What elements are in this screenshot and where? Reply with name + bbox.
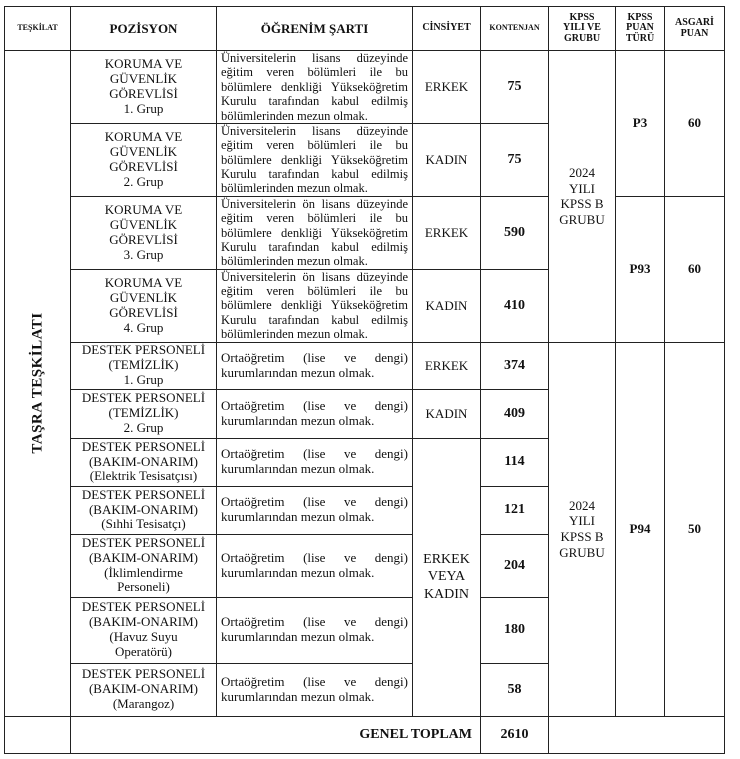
position-cell: DESTEK PERSONELİ (TEMİZLİK) 1. Grup xyxy=(71,342,217,389)
table-row xyxy=(5,196,725,269)
total-empty-cell xyxy=(5,716,71,753)
header-row xyxy=(5,7,725,51)
requirement-cell: Ortaöğretim (lise ve dengi) kurumlarından mezun olmak. xyxy=(217,389,413,438)
score-type-cell: P93 xyxy=(616,196,665,342)
header-kpss-year: KPSS YILI VE GRUBU xyxy=(549,7,616,51)
kpss-group-cell: 2024 YILI KPSS B GRUBU xyxy=(549,342,616,716)
quota-cell: 374 xyxy=(481,342,549,389)
position-cell: KORUMA VE GÜVENLİK GÖREVLİSİ 1. Grup xyxy=(71,51,217,124)
quota-cell: 409 xyxy=(481,389,549,438)
position-cell: KORUMA VE GÜVENLİK GÖREVLİSİ 3. Grup xyxy=(71,196,217,269)
position-cell: KORUMA VE GÜVENLİK GÖREVLİSİ 2. Grup xyxy=(71,123,217,196)
min-score-cell: 60 xyxy=(665,196,725,342)
min-score-cell: 50 xyxy=(665,342,725,716)
kpss-group-cell: 2024 YILI KPSS B GRUBU xyxy=(549,51,616,343)
position-cell: DESTEK PERSONELİ (BAKIM-ONARIM) (İklimlendirme Personeli) xyxy=(71,534,217,597)
quota-cell: 75 xyxy=(481,123,549,196)
gender-cell: ERKEK xyxy=(413,342,481,389)
quota-cell: 114 xyxy=(481,438,549,486)
quota-cell: 58 xyxy=(481,663,549,716)
requirement-cell: Üniversitelerin ön lisans düzeyinde eğitim veren bölümleri ile bu bölümlere denkliği Yükseköğretim Kurulu tarafından kabul edilmiş bölümlerinden mezun olmak. xyxy=(217,269,413,342)
requirement-cell: Ortaöğretim (lise ve dengi) kurumlarından mezun olmak. xyxy=(217,486,413,534)
table-row xyxy=(5,342,725,389)
header-position: POZİSYON xyxy=(71,7,217,51)
header-gender: CİNSİYET xyxy=(413,7,481,51)
header-kpss-type: KPSS PUAN TÜRÜ xyxy=(616,7,665,51)
position-cell: DESTEK PERSONELİ (BAKIM-ONARIM) (Elektrik Tesisatçısı) xyxy=(71,438,217,486)
min-score-cell: 60 xyxy=(665,51,725,197)
gender-cell: KADIN xyxy=(413,389,481,438)
table-row xyxy=(5,51,725,124)
score-type-cell: P3 xyxy=(616,51,665,197)
gender-cell: ERKEK xyxy=(413,196,481,269)
header-min-score: ASGARİ PUAN xyxy=(665,7,725,51)
requirement-cell: Ortaöğretim (lise ve dengi) kurumlarından mezun olmak. xyxy=(217,663,413,716)
gender-cell: KADIN xyxy=(413,269,481,342)
requirement-cell: Ortaöğretim (lise ve dengi) kurumlarından mezun olmak. xyxy=(217,438,413,486)
requirement-cell: Ortaöğretim (lise ve dengi) kurumlarından mezun olmak. xyxy=(217,342,413,389)
gender-cell: ERKEK xyxy=(413,51,481,124)
gender-cell-shared: ERKEK VEYA KADIN xyxy=(413,438,481,716)
position-cell: DESTEK PERSONELİ (BAKIM-ONARIM) (Sıhhi Tesisatçı) xyxy=(71,486,217,534)
header-org: TEŞKİLAT xyxy=(5,7,71,51)
quota-cell: 180 xyxy=(481,597,549,663)
total-empty-right xyxy=(549,716,725,753)
gender-cell: KADIN xyxy=(413,123,481,196)
quota-cell: 121 xyxy=(481,486,549,534)
position-cell: KORUMA VE GÜVENLİK GÖREVLİSİ 4. Grup xyxy=(71,269,217,342)
org-cell xyxy=(5,51,71,717)
requirement-cell: Üniversitelerin lisans düzeyinde eğitim veren bölümleri ile bu bölümlere denkliği Yükseköğretim Kurulu tarafından kabul edilmiş bölümlerinden mezun olmak. xyxy=(217,51,413,124)
requirement-cell: Ortaöğretim (lise ve dengi) kurumlarından mezun olmak. xyxy=(217,597,413,663)
quota-cell: 590 xyxy=(481,196,549,269)
header-education: ÖĞRENİM ŞARTI xyxy=(217,7,413,51)
requirement-cell: Üniversitelerin lisans düzeyinde eğitim veren bölümleri ile bu bölümlere denkliği Yükseköğretim Kurulu tarafından kabul edilmiş bölümlerinden mezun olmak. xyxy=(217,123,413,196)
quota-cell: 204 xyxy=(481,534,549,597)
quota-cell: 75 xyxy=(481,51,549,124)
header-quota: KONTENJAN xyxy=(481,7,549,51)
score-type-cell: P94 xyxy=(616,342,665,716)
position-quota-table xyxy=(4,6,725,754)
requirement-cell: Üniversitelerin ön lisans düzeyinde eğitim veren bölümleri ile bu bölümlere denkliği Yükseköğretim Kurulu tarafından kabul edilmiş bölümlerinden mezun olmak. xyxy=(217,196,413,269)
total-value: 2610 xyxy=(481,716,549,753)
position-cell: DESTEK PERSONELİ (BAKIM-ONARIM) (Havuz Suyu Operatörü) xyxy=(71,597,217,663)
requirement-cell: Ortaöğretim (lise ve dengi) kurumlarından mezun olmak. xyxy=(217,534,413,597)
position-cell: DESTEK PERSONELİ (TEMİZLİK) 2. Grup xyxy=(71,389,217,438)
org-label: TAŞRA TEŞKİLATI xyxy=(29,312,45,454)
total-label: GENEL TOPLAM xyxy=(71,716,481,753)
quota-cell: 410 xyxy=(481,269,549,342)
total-row xyxy=(5,716,725,753)
position-cell: DESTEK PERSONELİ (BAKIM-ONARIM) (Marangoz) xyxy=(71,663,217,716)
